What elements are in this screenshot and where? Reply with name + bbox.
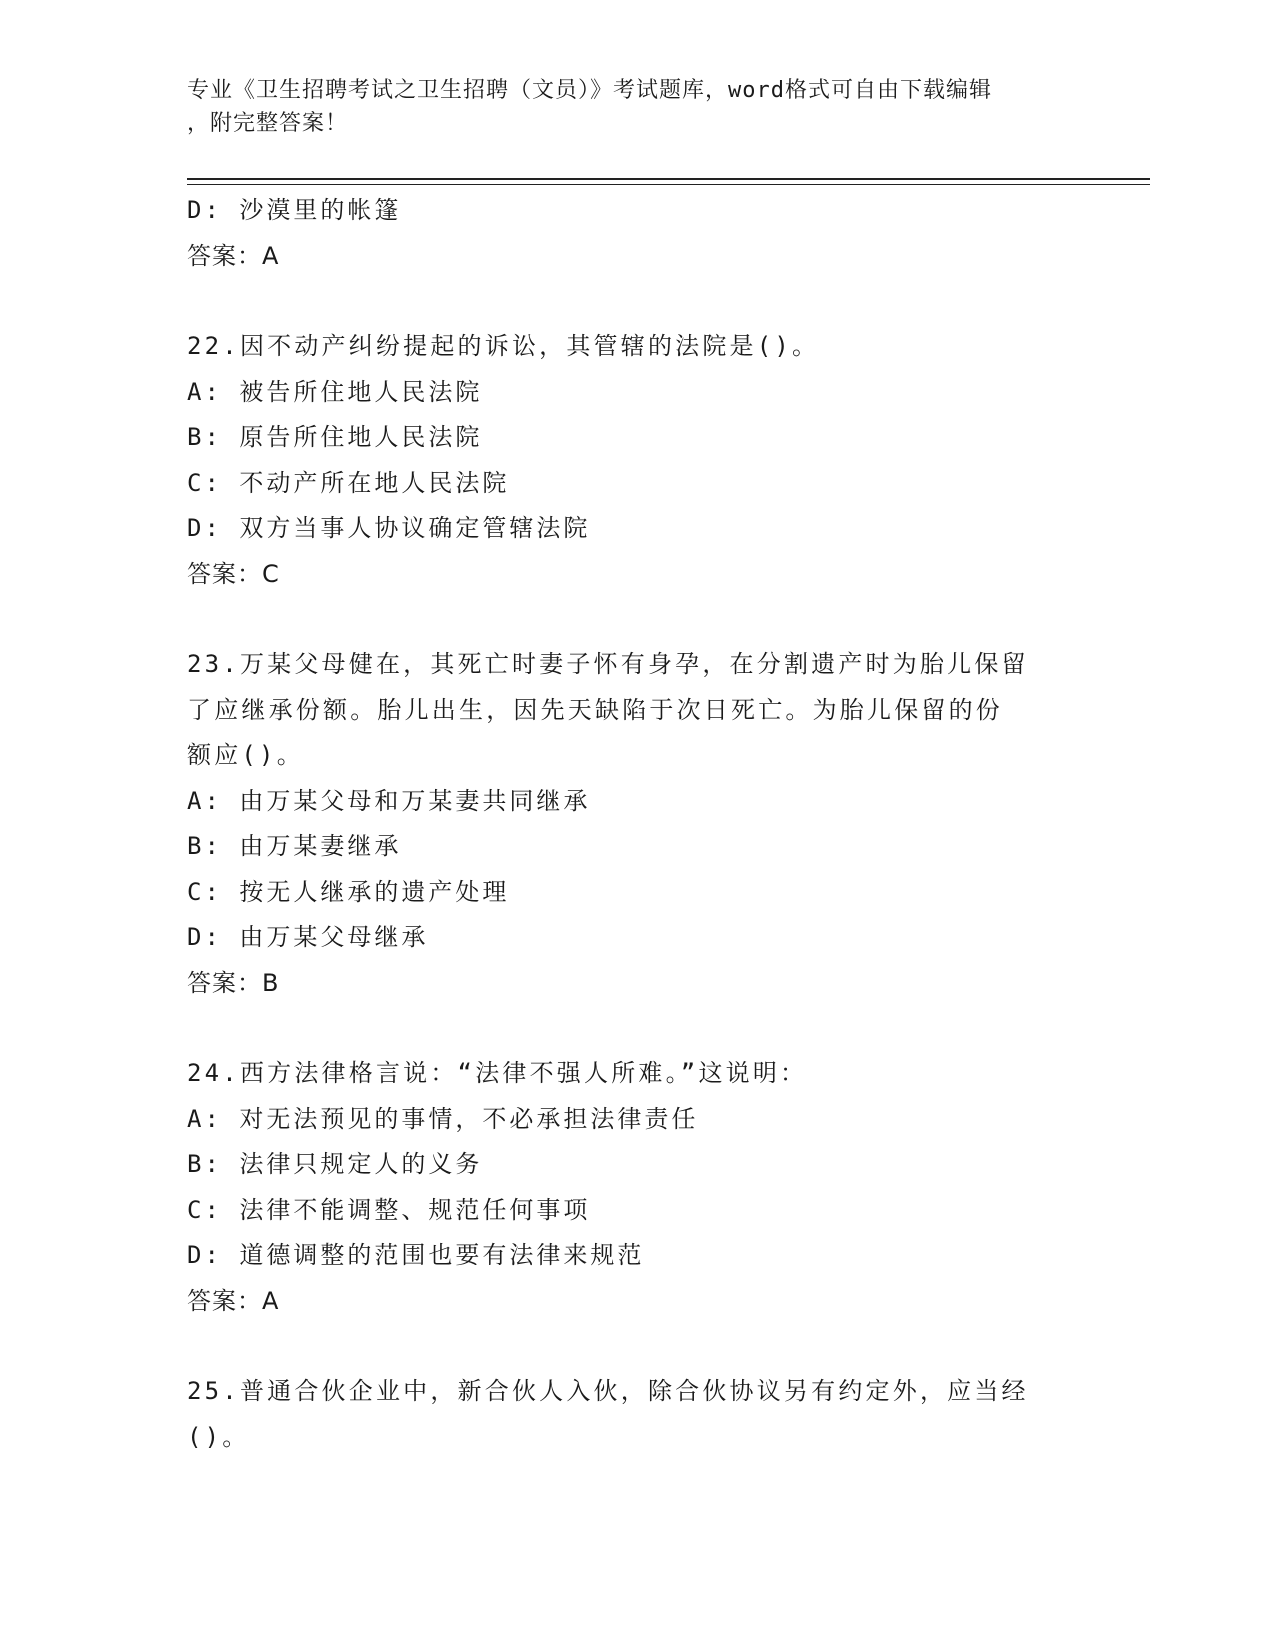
option-a: A: 由万某父母和万某妻共同继承 [187, 786, 591, 815]
question-stem: 22.因不动产纠纷提起的诉讼，其管辖的法院是()。 [187, 332, 820, 360]
answer-line: 答案：A [187, 1286, 280, 1315]
option-c: C: 法律不能调整、规范任何事项 [187, 1195, 591, 1224]
option-a: A: 被告所住地人民法院 [187, 377, 483, 406]
answer-line: 答案：A [187, 241, 280, 270]
option-a: A: 对无法预见的事情，不必承担法律责任 [187, 1104, 699, 1133]
question-stem-line-2: ()。 [187, 1422, 250, 1451]
question-25 [187, 1369, 1087, 1460]
question-stem-line-1: 25.普通合伙企业中，新合伙人入伙，除合伙协议另有约定外，应当经 [187, 1377, 1029, 1405]
question-list [187, 188, 1087, 1460]
option-d: D: 沙漠里的帐篷 [187, 196, 402, 224]
question-24 [187, 1051, 1087, 1324]
question-21-tail [187, 188, 1087, 279]
option-c: C: 不动产所在地人民法院 [187, 468, 510, 497]
header-line-1: 专业《卫生招聘考试之卫生招聘（文员）》考试题库，word格式可自由下载编辑 [187, 78, 992, 103]
answer-line: 答案：C [187, 559, 280, 588]
question-stem-line-2: 了应继承份额。胎儿出生，因先天缺陷于次日死亡。为胎儿保留的份 [187, 695, 1003, 724]
option-d: D: 由万某父母继承 [187, 923, 429, 951]
document-page [187, 0, 1087, 1650]
option-d: D: 双方当事人协议确定管辖法院 [187, 514, 591, 542]
option-b: B: 原告所住地人民法院 [187, 423, 483, 451]
answer-line: 答案：B [187, 968, 280, 997]
option-b: B: 由万某妻继承 [187, 832, 402, 860]
option-c: C: 按无人继承的遗产处理 [187, 877, 510, 906]
question-stem-line-1: 23.万某父母健在，其死亡时妻子怀有身孕，在分割遗产时为胎儿保留 [187, 650, 1029, 678]
question-23 [187, 642, 1087, 1006]
option-b: B: 法律只规定人的义务 [187, 1150, 483, 1178]
document-header [187, 74, 1057, 140]
question-stem: 24.西方法律格言说：“法律不强人所难。”这说明： [187, 1059, 808, 1087]
option-d: D: 道德调整的范围也要有法律来规范 [187, 1241, 645, 1269]
question-stem-line-3: 额应()。 [187, 741, 304, 769]
header-divider [187, 178, 1150, 185]
question-22 [187, 324, 1087, 597]
header-line-2: ，附完整答案！ [187, 111, 349, 136]
